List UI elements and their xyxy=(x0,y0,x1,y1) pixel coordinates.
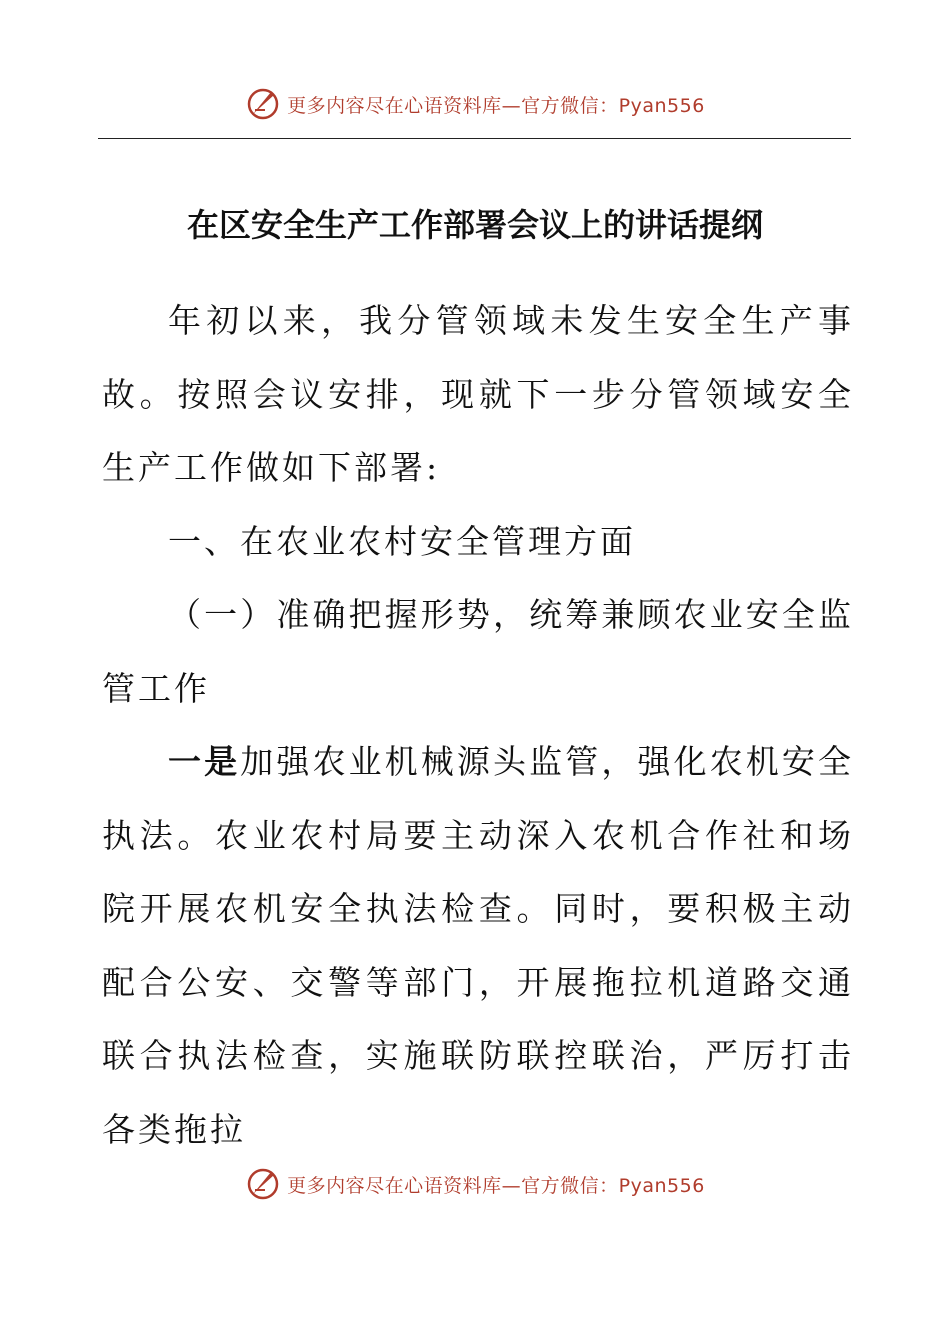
subsection-heading: （一）准确把握形势，统筹兼顾农业安全监管工作 xyxy=(102,595,854,708)
point-lead: 一是 xyxy=(168,742,241,781)
section-heading: 一、在农业农村安全管理方面 xyxy=(168,521,636,561)
footer-banner-text: 更多内容尽在心语资料库—官方微信：Pyan556 xyxy=(287,1174,705,1197)
quill-logo-icon xyxy=(245,1166,281,1202)
footer-banner xyxy=(0,1164,950,1204)
header-banner xyxy=(0,84,950,124)
intro-paragraph: 年初以来，我分管领域未发生安全生产事故。按照会议安排，现就下一步分管领域安全生产工作做如下部署: xyxy=(102,301,854,487)
point-text: 加强农业机械源头监管，强化农机安全执法。农业农村局要主动深入农机合作社和场院开展农机安全执法检查。同时，要积极主动配合公安、交警等部门，开展拖拉机道路交通联合执法检查，实施联防联控联治，严厉打击各类拖拉 xyxy=(102,742,855,1149)
document-title: 在区安全生产工作部署会议上的讲话提纲 xyxy=(186,206,763,244)
document-body xyxy=(102,284,854,1166)
point-paragraph xyxy=(102,725,854,1166)
quill-logo-icon xyxy=(245,86,281,122)
header-banner-text: 更多内容尽在心语资料库—官方微信：Pyan556 xyxy=(287,94,705,117)
header-divider xyxy=(98,138,851,139)
